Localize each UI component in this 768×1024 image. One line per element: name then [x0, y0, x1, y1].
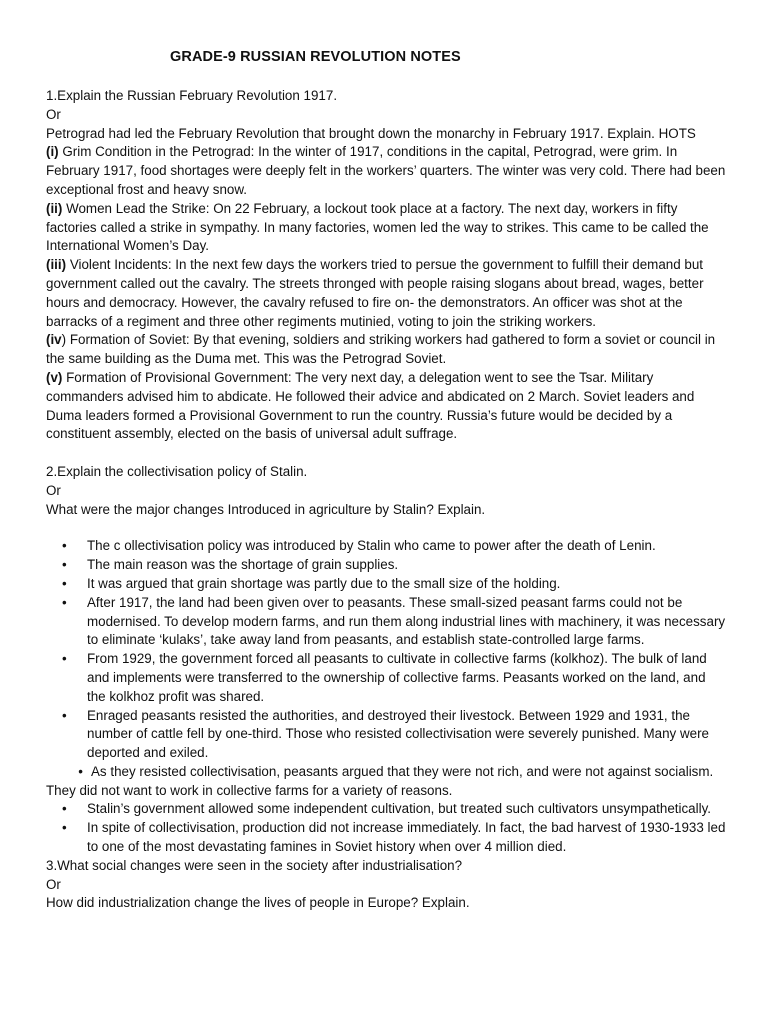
question-3-text: 3.What social changes were seen in the society after industrialisation?	[46, 857, 463, 873]
point-text: Violent Incidents: In the next few days the workers tried to persue the government to fulfill their demand but government called out the cavalry. The streets thronged with people raising slogans about bread, wages, better hours and democracy. However, the cavalry refused to fire on- the demonstrators. An officer was shot at the barracks of a regiment and three other regiments mutinied, voting to join the striking workers.	[46, 257, 704, 329]
answer-1-point	[46, 331, 726, 369]
list-item: • In spite of collectivisation, production did not increase immediately. In fact, the bad harvest of 1930-1933 led to one of the most devastating famines in Soviet history when over 4 million died.	[46, 819, 726, 857]
list-item: • It was argued that grain shortage was partly due to the small size of the holding.	[46, 575, 726, 594]
question-1-or: Or	[46, 106, 61, 122]
list-item: • The c ollectivisation policy was introduced by Stalin who came to power after the death of Lenin.	[46, 537, 726, 556]
answer-1-point	[46, 256, 726, 331]
notes-body	[46, 87, 726, 913]
question-2-or: Or	[46, 482, 61, 498]
list-item: • After 1917, the land had been given over to peasants. These small-sized peasant farms could not be modernised. To develop modern farms, and run them along industrial lines with machinery, it was necessary to eliminate ‘kulaks’, take away land from peasants, and establish state-controlled large farms.	[46, 594, 726, 650]
point-text: Women Lead the Strike: On 22 February, a lockout took place at a factory. The next day, workers in fifty factories called a strike in sympathy. In many factories, women led the way to strikes. This came to be called the International Women’s Day.	[46, 200, 709, 254]
point-text: Grim Condition in the Petrograd: In the winter of 1917, conditions in the capital, Petrograd, were grim. In February 1917, food shortages were deeply felt in the workers’ quarters. The winter was very cold. There had been exceptional frost and heavy snow.	[46, 144, 726, 197]
question-1	[46, 87, 726, 444]
answer-1-point	[46, 143, 726, 199]
list-item: • The main reason was the shortage of grain supplies.	[46, 556, 726, 575]
answer-1-point	[46, 369, 726, 444]
question-1-alt: Petrograd had led the February Revolution that brought down the monarchy in February 1917. Explain. HOTS	[46, 125, 696, 141]
spacer	[46, 444, 726, 463]
list-item: • From 1929, the government forced all peasants to cultivate in collective farms (kolkhoz). The bulk of land and implements were transferred to the ownership of collective farms. Peasants worked on the land, and the kolkhoz profit was shared.	[46, 650, 726, 706]
question-2	[46, 463, 726, 857]
page-title: GRADE-9 RUSSIAN REVOLUTION NOTES	[170, 49, 461, 65]
question-2-text: 2.Explain the collectivisation policy of Stalin.	[46, 463, 308, 479]
answer-1-point	[46, 200, 726, 256]
spacer	[46, 519, 726, 537]
point-text: ) Formation of Soviet: By that evening, soldiers and striking workers had gathered to form a soviet or council in the same building as the Duma met. This was the Petrograd Soviet.	[46, 332, 716, 367]
point-number: (i)	[46, 144, 59, 160]
question-2-alt: What were the major changes Introduced in agriculture by Stalin? Explain.	[46, 501, 486, 517]
list-item-text: As they resisted collectivisation, peasants argued that they were not rich, and were not against socialism. They did not want to work in collective farms for a variety of reasons.	[46, 763, 714, 798]
list-item: • Stalin’s government allowed some independent cultivation, but treated such cultivators unsympathetically.	[46, 800, 726, 819]
point-text: Formation of Provisional Government: The very next day, a delegation went to see the Tsar. Military commanders advised him to abdicate. He followed their advice and abdicated on 2 March. Soviet leaders and Duma leaders formed a Provisional Government to run the country. Russia’s future would be decided by a constituent assembly, elected on the basis of universal adult suffrage.	[46, 369, 695, 442]
bullet-glyph: •	[78, 763, 83, 779]
question-3-alt: How did industrialization change the lives of people in Europe? Explain.	[46, 895, 470, 911]
list-item: • Enraged peasants resisted the authorities, and destroyed their livestock. Between 1929 and 1931, the number of cattle fell by one-third. Those who resisted collectivisation were severely punished. Many were deported and exiled.	[46, 707, 726, 763]
point-number: (ii)	[46, 200, 63, 216]
point-number: (iv	[46, 332, 62, 348]
point-number: (iii)	[46, 257, 67, 273]
point-number: (v)	[46, 369, 63, 385]
question-3-or: Or	[46, 876, 61, 892]
question-1-text: 1.Explain the Russian February Revolution 1917.	[46, 88, 338, 103]
list-item-offset	[46, 763, 726, 801]
answer-2-list	[46, 537, 726, 857]
question-3	[46, 857, 726, 913]
